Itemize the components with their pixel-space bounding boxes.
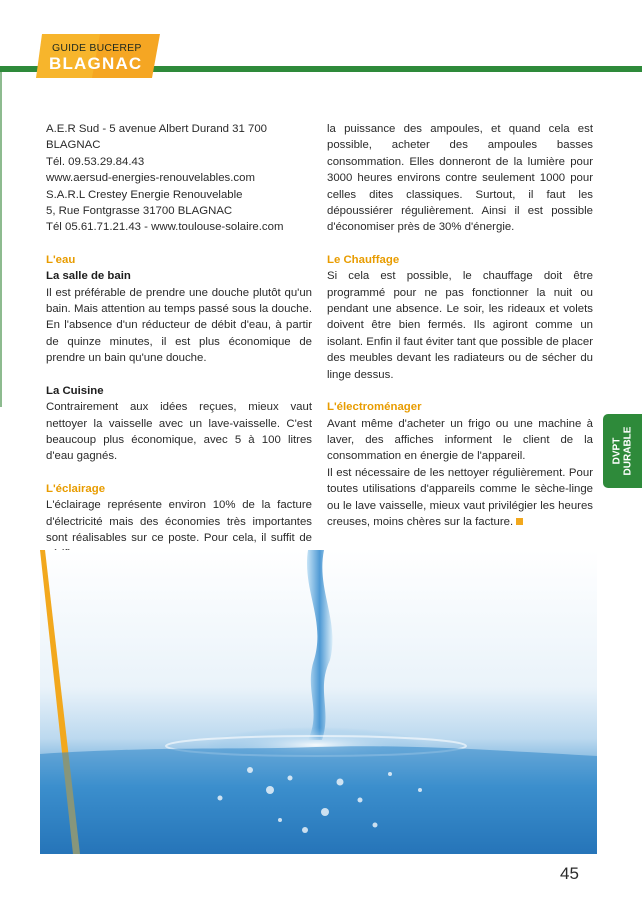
contact-line: 5, Rue Fontgrasse 31700 BLAGNAC — [46, 205, 233, 218]
subheading-cuisine: La Cuisine — [46, 384, 104, 397]
guide-logo — [36, 34, 160, 78]
contact-line: Tél 05.61.71.21.43 - www.toulouse-solaire.com — [46, 221, 284, 234]
guide-label: GUIDE BUCEREP — [52, 42, 142, 54]
section-heading-eclairage: L'éclairage — [46, 482, 106, 495]
paragraph-eclairage-continued: la puissance des ampoules, et quand cela est possible, acheter des ampoules basses consommation. Elles donneront de la lumière pour 3000 heures environs contre seulement 1000 pour celles dites classiques. Surtout, il faut les dépoussiérer régulièrement. Ainsi il est possible d'économiser près de 30% d'énergie. — [327, 123, 593, 234]
paragraph-electromenager-2-text: Il est nécessaire de les nettoyer régulièrement. Pour toutes utilisations d'appareils comme le sèche-linge ou le lave vaisselle, mieux vaut privilégier les heures creuses, moins chères sur la facture. — [327, 466, 593, 528]
water-splash-photo — [40, 550, 597, 854]
end-of-article-square-icon — [516, 518, 523, 525]
contact-line: S.A.R.L Crestey Energie Renouvelable — [46, 188, 243, 201]
left-margin-rule — [0, 72, 2, 407]
subheading-salle-de-bain: La salle de bain — [46, 270, 131, 283]
left-column — [46, 121, 312, 563]
contact-line: Tél. 09.53.29.84.43 — [46, 155, 145, 168]
contact-line: A.E.R Sud - 5 avenue Albert Durand 31 700 BLAGNAC — [46, 123, 267, 152]
section-side-tab — [603, 414, 642, 488]
section-heading-chauffage: Le Chauffage — [327, 253, 400, 266]
paragraph-electromenager-2 — [327, 465, 593, 531]
contact-line: www.aersud-energies-renouvelables.com — [46, 172, 255, 185]
paragraph-chauffage: Si cela est possible, le chauffage doit être programmé pour ne pas fonctionner la nuit ou pendant une absence. Le soir, les rideaux et volets doivent être bien fermés. Ils agiront comme un isolant. Enfin il faut éviter tant que possible de placer des meubles devant les radiateurs ou de sécher du linge dessus. — [327, 270, 593, 381]
water-image-illustration — [40, 550, 597, 854]
paragraph-eclairage: L'éclairage représente environ 10% de la facture d'électricité mais des économies très importantes sont réalisables sur ce poste. Pour cela, il suffit de — [46, 499, 312, 544]
side-tab-line1: DVPT — [611, 437, 623, 465]
page-number: 45 — [560, 864, 579, 883]
right-column — [327, 121, 593, 530]
city-name: BLAGNAC — [49, 54, 143, 73]
paragraph-salle-de-bain: Il est préférable de prendre une douche plutôt qu'un bain. Mais attention au temps passé sous la douche. En l'absence d'un réducteur de débit d'eau, à partir de quinze minutes, il est plus économique de prendre un bain qu'une douche. — [46, 286, 312, 365]
paragraph-cuisine: Contrairement aux idées reçues, mieux vaut nettoyer la vaisselle avec un lave-vaisselle. C'est beaucoup plus économique, avec 5 à 100 litres d'eau gagnés. — [46, 401, 312, 463]
paragraph-electromenager-1: Avant même d'acheter un frigo ou une machine à laver, des affiches informent le client de la consommation en énergie de l'appareil. — [327, 417, 593, 463]
section-heading-electromenager: L'électroménager — [327, 401, 422, 414]
section-heading-eau: L'eau — [46, 253, 76, 266]
side-tab-line2: DURABLE — [622, 426, 634, 476]
